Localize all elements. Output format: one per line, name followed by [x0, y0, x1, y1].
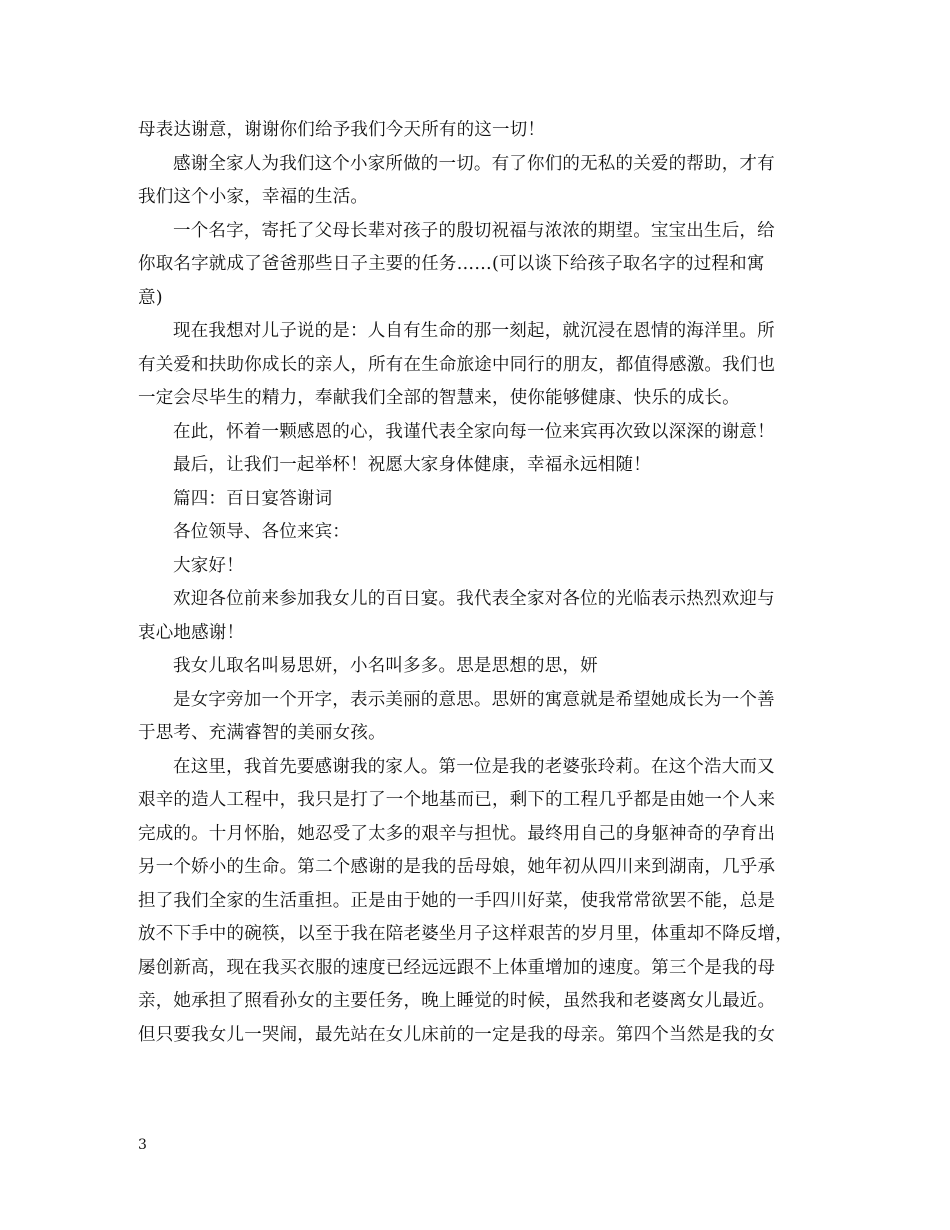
text-line: 各位领导、各位来宾：	[173, 522, 350, 542]
document-body	[138, 114, 814, 1052]
text-line: 有关爱和扶助你成长的亲人，所有在生命旅途中同行的朋友，都值得感激。我们也	[138, 354, 776, 375]
text-line: 欢迎各位前来参加我女儿的百日宴。我代表全家对各位的光临表示热烈欢迎与	[173, 589, 775, 609]
text-line: 你取名字就成了爸爸那些日子主要的任务……(可以谈下给孩子取名字的过程和寓	[138, 254, 765, 274]
text-line: 一定会尽毕生的精力，奉献我们全部的智慧来，使你能够健康、快乐的成长。	[138, 388, 740, 408]
text-line: 大家好！	[173, 555, 244, 576]
text-line: 母表达谢意，谢谢你们给予我们今天所有的这一切！	[138, 120, 546, 140]
text-line: 感谢全家人为我们这个小家所做的一切。有了你们的无私的关爱的帮助，才有	[173, 153, 775, 174]
text-line: 意)	[138, 287, 163, 308]
text-line: 于思考、充满睿智的美丽女孩。	[138, 723, 386, 743]
text-line: 艰辛的造人工程中，我只是打了一个地基而已，剩下的工程几乎都是由她一个人来	[138, 790, 776, 810]
text-line: 衷心地感谢！	[138, 622, 245, 643]
text-line: 是女字旁加一个开字，表示美丽的意思。思妍的寓意就是希望她成长为一个善	[173, 689, 775, 710]
text-line: 我女儿取名叫易思妍，小名叫多多。思是思想的思，妍	[173, 656, 598, 676]
text-line: 一个名字，寄托了父母长辈对孩子的殷切祝福与浓浓的期望。宝宝出生后，给	[173, 220, 775, 241]
text-line: 担了我们全家的生活重担。正是由于她的一手四川好菜，使我常常欲罢不能，总是	[138, 890, 776, 911]
text-line: 另一个娇小的生命。第二个感谢的是我的岳母娘，她年初从四川来到湖南，几乎承	[138, 857, 776, 877]
text-line: 亲，她承担了照看孙女的主要任务，晚上睡觉的时候，虽然我和老婆离女儿最近。	[138, 991, 776, 1011]
text-line: 在此，怀着一颗感恩的心，我谨代表全家向每一位来宾再次致以深深的谢意！	[173, 421, 775, 442]
text-line: 但只要我女儿一哭闹，最先站在女儿床前的一定是我的母亲。第四个当然是我的女	[138, 1024, 776, 1045]
text-line: 放不下手中的碗筷，以至于我在陪老婆坐月子这样艰苦的岁月里，体重却不降反增，	[138, 924, 793, 944]
text-line: 最后，让我们一起举杯！祝愿大家身体健康，幸福永远相随！	[173, 455, 651, 475]
text-line: 屡创新高，现在我买衣服的速度已经远远跟不上体重增加的速度。第三个是我的母	[138, 957, 776, 978]
text-line: 在这里，我首先要感谢我的家人。第一位是我的老婆张玲莉。在这个浩大而又	[173, 756, 775, 777]
text-line: 篇四：百日宴答谢词	[173, 488, 333, 509]
text-line: 完成的。十月怀胎，她忍受了太多的艰辛与担忧。最终用自己的身躯神奇的孕育出	[138, 823, 776, 844]
text-line: 现在我想对儿子说的是：人自有生命的那一刻起，就沉浸在恩情的海洋里。所	[173, 321, 775, 341]
page-number: 3	[138, 1137, 147, 1153]
text-line: 我们这个小家，幸福的生活。	[138, 187, 369, 207]
